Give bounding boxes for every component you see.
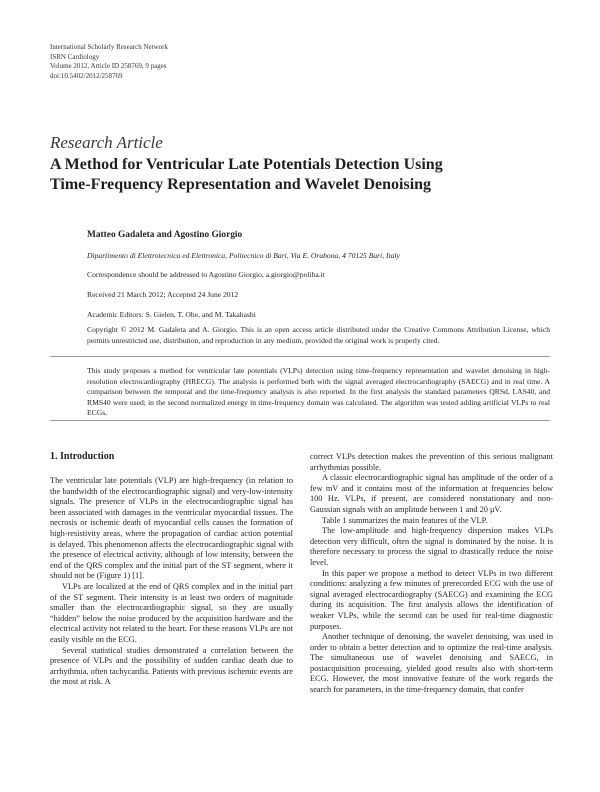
authors: Matteo Gadaleta and Agostino Giorgio xyxy=(87,230,243,240)
section-heading: 1. Introduction xyxy=(50,451,115,462)
academic-editors: Academic Editors: S. Gielen, T. Ohe, and M. Takahashi xyxy=(87,310,256,319)
paragraph: VLPs are localized at the end of QRS complex and in the initial part of the ST segment. Their intensity is at least two orders of magnitude smaller than the electrocardiographic signal, so they are usually “hidden” below the noise produced by the acquisition hardware and the electrical activity not related to the heart. For these reasons VLPs are not easily visible on the ECG. xyxy=(50,581,293,644)
paragraph: The low-amplitude and high-frequency dispersion makes VLPs detection very difficult, often the signal is dominated by the noise. It is therefore necessary to process the signal to drastically reduce the noise level. xyxy=(310,526,553,567)
abstract: This study proposes a method for ventricular late potentials (VLPs) detection using time-frequency representation and wavelet denoising in high-resolution electrocardiography (HRECG). The analysis is performed both with the signal averaged electrocardiography (SAECG) and in real time. A comparison between the temporal and the time-frequency analysis is also reported. In the first analysis the standard parameters QRSd, LAS40, and RMS40 were used; in the second normalized energy in time-frequency domain was calculated. The algorithm was tested adding artificial VLPs to real ECGs. xyxy=(87,366,550,418)
article-title xyxy=(50,155,550,195)
copyright-notice: Copyright © 2012 M. Gadaleta and A. Giorgio. This is an open access article distributed under the Creative Commons Attribution License, which permits unrestricted use, distribution, and reproduction in any medium, provided the original work is properly cited. xyxy=(87,325,550,345)
correspondence: Correspondence should be addressed to Agostino Giorgio, a.giorgio@poliba.it xyxy=(87,270,325,279)
abstract-top-divider xyxy=(50,356,550,357)
journal-doi: doi:10.5402/2012/258769 xyxy=(50,71,123,80)
journal-volume: Volume 2012, Article ID 258769, 9 pages xyxy=(50,62,167,71)
paragraph: Another technique of denoising, the wavelet denoising, was used in order to obtain a better detection and to optimize the real-time analysis. The simultaneous use of wavelet denoising and SAECG, in postacquisition processing, yielded good results also with short-term ECG. However, the most innovative feature of the work regards the search for parameters, in the time-frequency domain, that confer xyxy=(310,632,553,695)
title-line-1: A Method for Ventricular Late Potentials Detection Using xyxy=(50,156,443,173)
left-column xyxy=(50,476,293,688)
journal-subtitle: ISRN Cardiology xyxy=(50,52,100,61)
right-column xyxy=(310,452,553,696)
journal-name: International Scholarly Research Network xyxy=(50,43,168,51)
abstract-bottom-divider xyxy=(50,420,550,421)
paragraph: Table 1 summarizes the main features of the VLP. xyxy=(322,515,488,525)
paragraph: Several statistical studies demonstrated a correlation between the presence of VLPs and the possibility of sudden cardiac death due to arrhythmia, often tachycardia. Patients with previous ischemic events are the most at risk. A xyxy=(50,645,293,687)
article-type: Research Article xyxy=(50,133,163,152)
paragraph: The ventricular late potentials (VLP) are high-frequency (in relation to the bandwidth of the electrocardiographic signal) and very-low-intensity signals. The presence of VLPs in the electrocardiographic signal has been associated with damages in the ventricular myocardial tissues. The necrosis or ischemic death of myocardial cells causes the formation of high-resistivity areas, where the propagation of cardiac action potential is delayed. This phenomenon affects the electrocardiographic signal with the presence of electrical activity, although of low intensity, between the end of the QRS complex and the initial part of the ST segment, where it should not be (Figure 1) [1]. xyxy=(50,476,293,581)
journal-info xyxy=(50,43,168,81)
paragraph: A classic electrocardiographic signal has amplitude of the order of a few mV and it contains most of the information at frequencies below 100 Hz. VLPs, if present, are considered nonstationary and non-Gaussian signals with an amplitude between 1 and 20 μV. xyxy=(310,473,553,514)
affiliation: Dipartimento di Elettrotecnica ed Elettronica, Politecnico di Bari, Via E. Orabona, 4 70125 Bari, Italy xyxy=(87,251,400,260)
received-dates: Received 21 March 2012; Accepted 24 June 2012 xyxy=(87,290,239,299)
paragraph: correct VLPs detection makes the prevention of this serious malignant arrhythmias possible. xyxy=(310,452,553,472)
title-line-2: Time-Frequency Representation and Wavelet Denoising xyxy=(50,176,432,193)
paragraph: In this paper we propose a method to detect VLPs in two different conditions: analyzing a few minutes of prerecorded ECG with the use of signal averaged electrocardiography (SAECG) and examining the ECG during its acquisition. The first analysis allows the identification of weaker VLPs, while the second can be used for real-time diagnostic purposes. xyxy=(310,568,553,631)
